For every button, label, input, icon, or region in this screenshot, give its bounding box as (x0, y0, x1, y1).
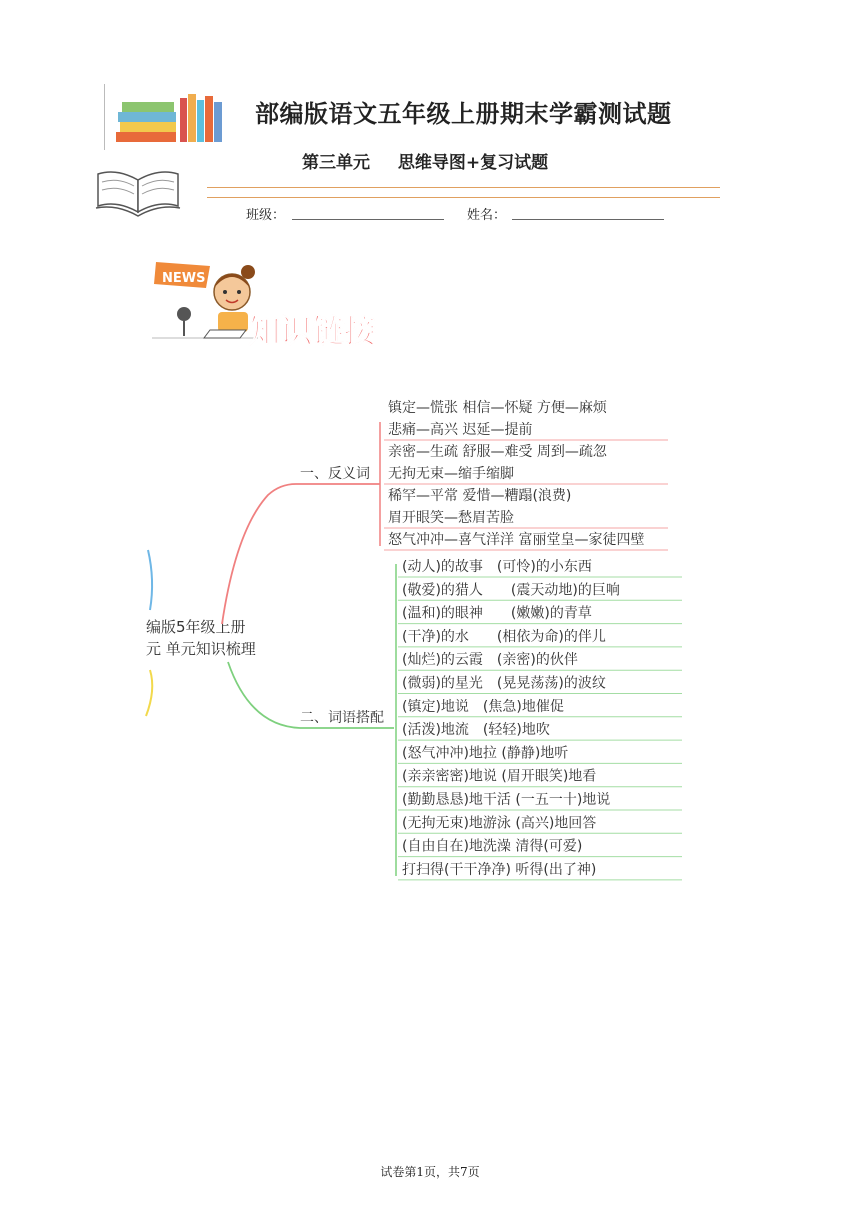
header-rule-bottom (207, 197, 720, 198)
branch1-item-6: 怒气冲冲—喜气洋洋 富丽堂皇—家徒四壁 (388, 532, 645, 548)
mindmap (0, 380, 700, 890)
branch2-item-2: (温和)的眼神 (嫩嫩)的青草 (402, 605, 592, 622)
branch1-item-4: 稀罕—平常 爱惜—糟蹋(浪费) (388, 488, 572, 504)
branch2-item-11: (无拘无束)地游泳 (高兴)地回答 (402, 815, 597, 832)
open-book-icon (92, 160, 184, 222)
branch2-item-4: (灿烂)的云霞 (亲密)的伙伴 (402, 652, 578, 669)
mindmap-root-line1: 编版5年级上册 (146, 618, 246, 636)
class-field[interactable] (292, 219, 444, 220)
class-label: 班级： (246, 208, 286, 223)
page-subtitle: 第三单元 思维导图+复习试题 (302, 153, 549, 173)
branch2-label: 二、词语搭配 (300, 710, 384, 726)
mindmap-branch-yellow (146, 670, 152, 716)
branch2-item-10: (勤勤恳恳)地干活 (一五一十)地说 (402, 792, 611, 808)
branch2-item-13: 打扫得(干干净净) 听得(出了神) (402, 861, 597, 878)
branch1-item-2: 亲密—生疏 舒服—难受 周到—疏忽 (388, 444, 607, 460)
microphone-icon (177, 307, 191, 321)
branch2-item-12: (自由自在)地洗澡 清得(可爱) (402, 838, 583, 855)
mindmap-root-line2: 元 单元知识梳理 (146, 640, 256, 658)
header-rule-top (207, 187, 720, 188)
knowledge-link-badge (148, 258, 433, 356)
header-divider (104, 84, 105, 150)
branch1-item-0: 镇定—慌张 相信—怀疑 方便—麻烦 (388, 400, 607, 416)
branch1-items (384, 399, 668, 550)
branch2-item-9: (亲亲密密)地说 (眉开眼笑)地看 (402, 768, 597, 785)
branch2-item-5: (微弱)的星光 (晃晃荡荡)的波纹 (402, 675, 606, 692)
girl-face-icon (214, 274, 250, 310)
branch2-items (398, 558, 682, 880)
page-title: 部编版语文五年级上册期末学霸测试题 (255, 99, 672, 128)
branch1-item-3: 无拘无束—缩手缩脚 (388, 466, 514, 482)
branch2-item-6: (镇定)地说 (焦急)地催促 (402, 698, 564, 715)
section-heading: 知识链接 (248, 312, 377, 350)
branch2-item-1: (敬爱)的猎人 (震天动地)的巨响 (402, 582, 620, 599)
branch1-connector (222, 484, 380, 624)
branch2-item-8: (怒气冲冲)地拉 (静静)地听 (402, 745, 569, 762)
branch2-item-3: (干净)的水 (相依为命)的伴儿 (402, 628, 606, 645)
branch2-item-7: (活泼)地流 (轻轻)地吹 (402, 722, 550, 739)
books-icon (112, 92, 227, 144)
name-field[interactable] (512, 219, 664, 220)
name-label: 姓名： (467, 208, 507, 223)
branch1-item-5: 眉开眼笑—愁眉苦脸 (388, 510, 514, 526)
page-footer: 试卷第1页，共7页 (380, 1165, 480, 1179)
branch1-label: 一、反义词 (300, 466, 370, 482)
mindmap-branch-blue (148, 550, 152, 610)
branch2-item-0: (动人)的故事 (可怜)的小东西 (402, 559, 592, 575)
news-tag-text: NEWS (162, 271, 206, 286)
branch1-item-1: 悲痛—高兴 迟延—提前 (388, 422, 533, 438)
